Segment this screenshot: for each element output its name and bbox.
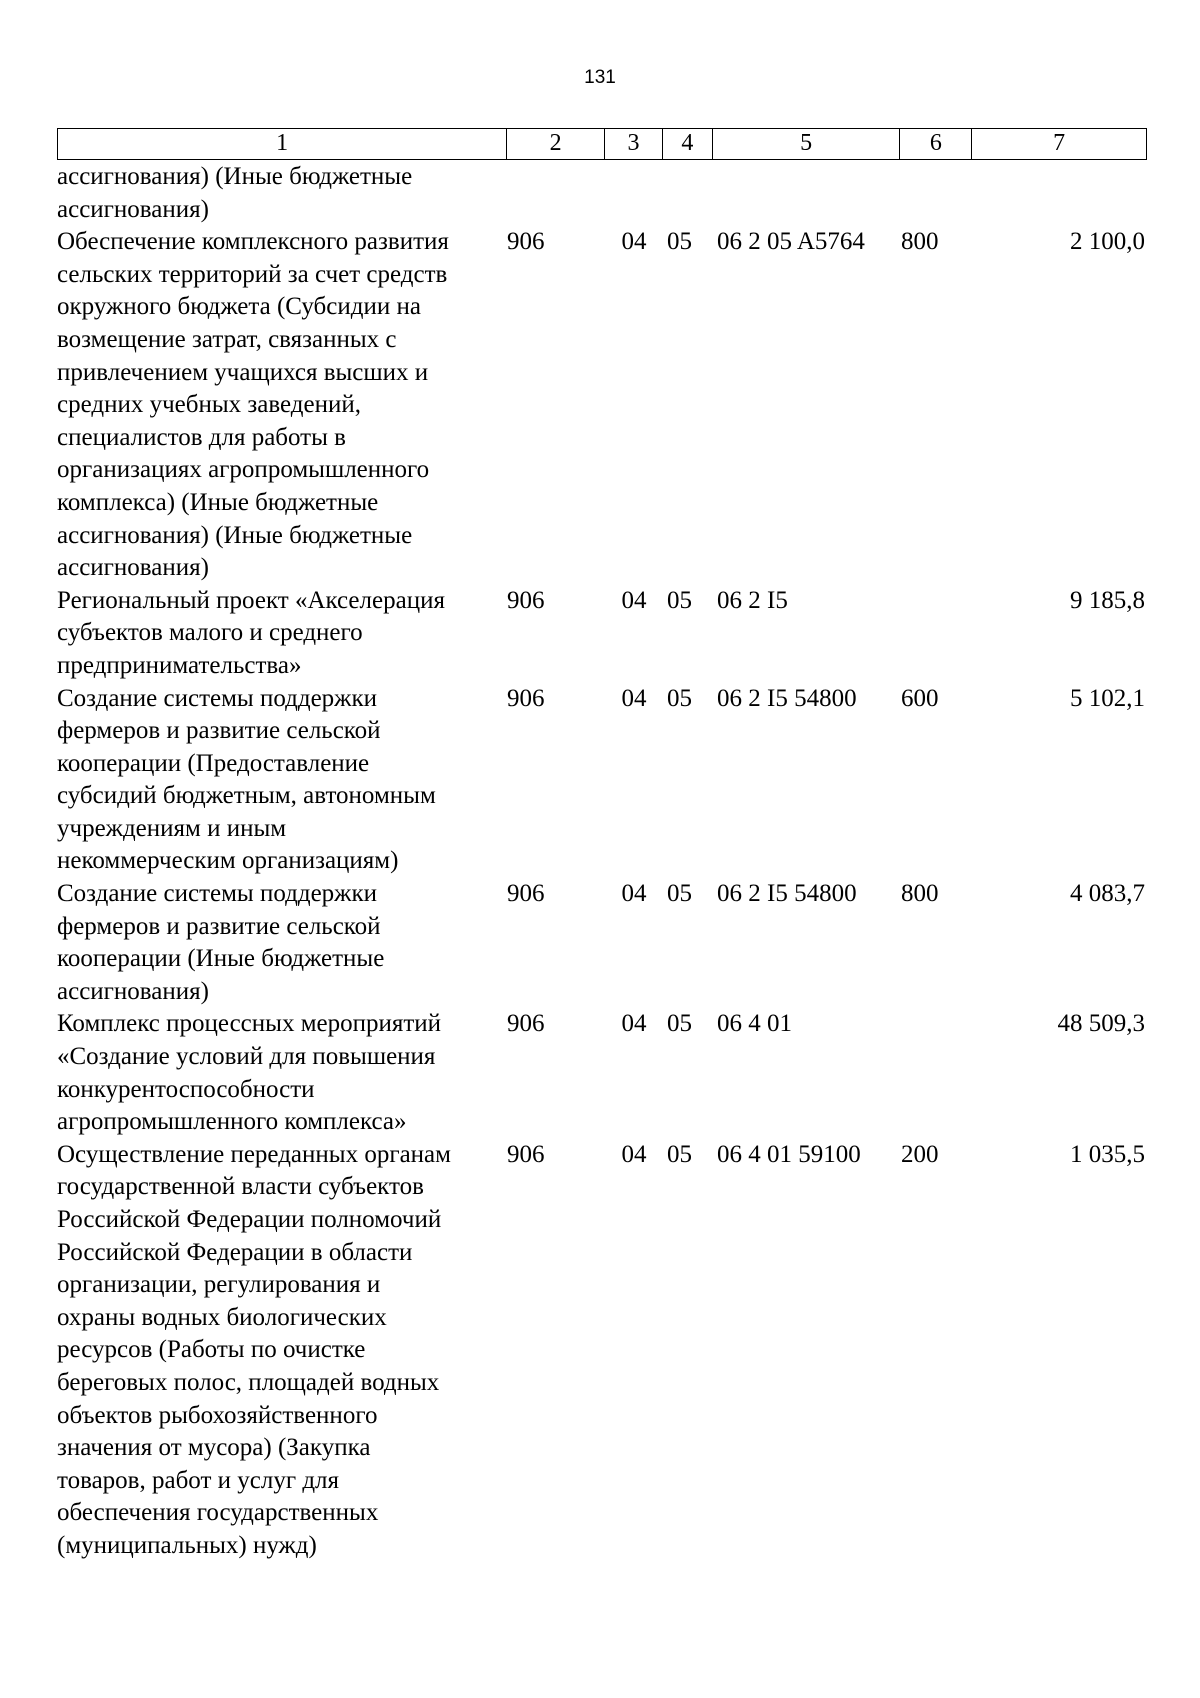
row-description: Обеспечение комплексного развития сельских территорий за счет средств окружного бюджета (Субсидии на возмещение затрат, связанных с привлечением учащихся высших и средних учебных заведений, специалистов для работы в организациях агропромышленного комплекса) (Иные бюджетные ассигнования) (Иные бюджетные ассигнования) (57, 228, 449, 582)
row-subsection-code: 05 (667, 586, 692, 614)
row-amount: 9 185,8 (1070, 586, 1145, 614)
row-expense-type: 800 (901, 880, 939, 908)
row-expense-type (901, 585, 973, 683)
row-section-code: 04 (621, 586, 647, 614)
row-target-article: 06 2 I5 54800 (717, 684, 857, 712)
row-expense-type: 600 (901, 684, 939, 712)
row-target-article: 06 2 05 A5764 (717, 228, 865, 256)
row-subsection-code: 05 (667, 1010, 692, 1038)
table-row (57, 585, 1147, 683)
header-col-5: 5 (713, 129, 901, 159)
row-description: Осуществление переданных органам государственной власти субъектов Российской Федерации полномочий Российской Федерации в области организации, регулирования и охраны водных биологических ресурсов (Работы по очистке береговых полос, площадей водных объектов рыбохозяйственного значения от мусора) (Закупка товаров, работ и услуг для обеспечения государственных (муниципальных) нужд) (57, 1140, 451, 1559)
row-section-code: 04 (621, 684, 647, 712)
table-row (57, 1008, 1147, 1138)
header-col-2: 2 (507, 129, 605, 159)
row-description: Региональный проект «Акселерация субъектов малого и среднего предпринимательства» (57, 586, 445, 679)
header-col-7: 7 (1053, 130, 1066, 156)
row-subsection-code: 05 (667, 228, 692, 256)
row-expense-type (901, 1008, 973, 1138)
row-subsection-code: 05 (667, 1140, 692, 1168)
row-target-article: 06 2 I5 (717, 586, 788, 614)
row-ministry-code: 906 (507, 1010, 545, 1038)
row-description: ассигнования) (Иные бюджетные ассигнования) (57, 163, 413, 223)
row-description: Создание системы поддержки фермеров и развитие сельской кооперации (Предоставление субсидий бюджетным, автономным учреждениям и иным некоммерческим организациям) (57, 684, 436, 875)
row-ministry-code: 906 (507, 228, 545, 256)
row-ministry-code: 906 (507, 1140, 545, 1168)
row-ministry-code: 906 (507, 880, 545, 908)
row-subsection-code: 05 (667, 684, 692, 712)
row-description: Комплекс процессных мероприятий «Создание условий для повышения конкурентоспособности агропромышленного комплекса» (57, 1010, 442, 1136)
row-target-article: 06 4 01 (717, 1010, 792, 1038)
header-col-4: 4 (663, 129, 713, 159)
row-target-article (713, 161, 901, 226)
row-amount: 4 083,7 (1070, 880, 1145, 908)
table-body (57, 161, 1147, 1563)
row-section-code: 04 (621, 1140, 647, 1168)
table-row (57, 161, 1147, 226)
row-amount: 2 100,0 (1070, 228, 1145, 256)
table-row (57, 226, 1147, 585)
row-description: Создание системы поддержки фермеров и развитие сельской кооперации (Иные бюджетные ассигнования) (57, 880, 385, 1005)
header-col-3: 3 (605, 129, 663, 159)
table-row (57, 1139, 1147, 1563)
row-section-code: 04 (621, 228, 647, 256)
row-target-article: 06 4 01 59100 (717, 1140, 861, 1168)
header-col-6: 6 (900, 129, 972, 159)
row-expense-type: 200 (901, 1140, 939, 1168)
row-ministry-code: 906 (507, 684, 545, 712)
row-amount: 48 509,3 (1057, 1010, 1145, 1038)
row-section-code: 04 (621, 880, 647, 908)
row-ministry-code: 906 (507, 586, 545, 614)
row-amount (973, 161, 1147, 226)
row-expense-type: 800 (901, 228, 939, 256)
row-amount: 1 035,5 (1070, 1140, 1145, 1168)
row-section-code: 04 (621, 1010, 647, 1038)
page-number: 131 (584, 67, 616, 88)
table-header (57, 128, 1147, 160)
row-amount: 5 102,1 (1070, 684, 1145, 712)
table-row (57, 878, 1147, 1008)
row-subsection-code (663, 161, 713, 226)
header-col-1: 1 (58, 129, 507, 159)
row-expense-type (901, 161, 973, 226)
table-row (57, 683, 1147, 879)
row-section-code (605, 161, 663, 226)
row-subsection-code: 05 (667, 880, 692, 908)
row-ministry-code (507, 161, 605, 226)
row-target-article: 06 2 I5 54800 (717, 880, 857, 908)
